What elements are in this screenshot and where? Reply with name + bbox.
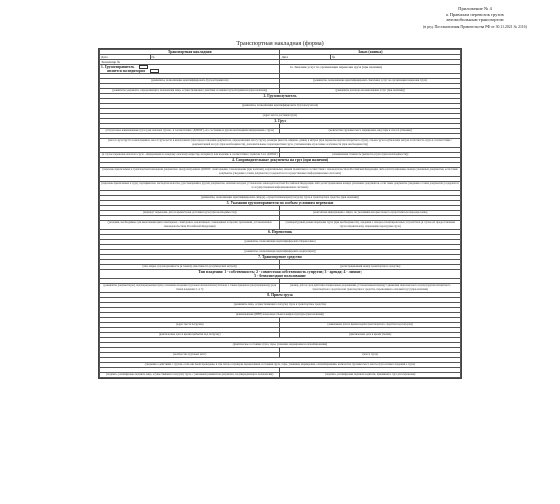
actual-arrival-caption: (фактические дата и время прибытия под погрузку)	[100, 333, 280, 338]
shipper-authority-caption: (реквизиты документа, определяющего полномочия лица, осуществляющего действия от имени грузоотправителя (при наличии))	[100, 89, 280, 94]
order-title: Заказ (заявка)	[280, 50, 461, 55]
date-label: Дата	[100, 55, 151, 60]
ownership-line-2: 5 - безвозмездное пользование	[254, 274, 306, 279]
cargo-condition-caption: (фактическое состояние груза, тары, упаковки, маркировки и опломбирования)	[100, 343, 461, 348]
loading-person-caption: (реквизиты лица, осуществляющего погрузку груза в транспортное средство)	[100, 303, 461, 308]
cargo-section-title: 3. Груз	[100, 119, 461, 124]
attached-documents-caption: (перечень прилагаемых к транспортной накладной документов, предусмотренных ДОПОГ, санитарными, таможенными (при наличии), карантинными, иными правилами в соответствии с законодательством Российской Федерации, либо регистрационные номера указанных документов, если такие документы (сведения о таких документах) содержатся в государственных информационных системах)	[100, 168, 461, 177]
form-table	[99, 49, 461, 378]
redirect-contacts-caption: (контактная информация о лицах, по указаниям которых может осуществляться переадресовка)	[280, 211, 461, 216]
certificates-caption: (перечень прилагаемых к грузу сертификатов, паспортов качества, удостоверений и других документов, наличие которых установлено законодательством Российской Федерации, либо регистрационные номера указанных документов, если такие документы (сведения о таких документах) содержатся в государственных информационных системах)	[101, 182, 459, 190]
requirements-caption: (указания, необходимые для выполнения фитосанитарных, санитарных, карантинных, таможенных и прочих требований, установленных законодательством Российской Федерации)	[100, 221, 280, 230]
vehicle-reg-caption: (регистрационный номер транспортного средства)	[280, 265, 461, 270]
customer-caption: (реквизиты, позволяющие идентифицировать Заказчика услуг по организации перевозки груза)	[280, 79, 461, 84]
dangerous-cargo-caption: (в случае перевозки опасного груза - информация по каждому опасному веществу, материалу или изделию в соответствии с пунктом 5.4.1 ДОПОГ)	[100, 153, 280, 158]
ownership-line-1: Тип владения: 1 - собственность; 2 - совместная собственность супругов; 3 - аренда; 4 - лизинг;	[198, 270, 362, 275]
copy-number-label: Экземпляр №	[100, 60, 280, 65]
declared-arrival-caption: (заявленные дата и время подачи транспортного средства под погрузку)	[280, 323, 461, 328]
actual-departure-caption: (фактические дата и время убытия)	[280, 333, 461, 338]
accepted-mass-caption: (масса груза)	[280, 353, 461, 358]
customer-section	[280, 65, 461, 74]
number-label: №	[150, 55, 280, 60]
accepted-places-caption: (количество грузовых мест)	[100, 353, 280, 358]
waybill-form	[98, 48, 462, 379]
cargo-name-caption: (отгрузочное наименование груза (для опасных грузов - в соответствии с ДОПОГ), его состояние и другая необходимая информация о грузе)	[100, 129, 280, 134]
service-contract-caption: (реквизиты договора на выполнение услуг (при наличии))	[280, 89, 461, 94]
shipper-section-title	[100, 65, 280, 74]
order-number-label: №	[331, 55, 461, 60]
cargo-mass-caption: (масса груза брутто в килограммах, масса груза нетто в килограммах (при предоставлении документов, определяющих массу груза), размеры (высота, ширина, длина) в метрах (при перевозке крупногабаритного груза), объем груза в кубических метрах и плотность груза в соответствии с документацией на груз (при необходимости), дополнительные характеристики груза, учитывающие отраслевые особенности (при необходимости))	[100, 139, 461, 148]
carrier-section-title: 6. Перевозчик	[100, 230, 461, 235]
vehicle-section-title: 7. Транспортное средство	[100, 255, 461, 260]
forwarder-label: является экспедитором	[107, 69, 145, 74]
header-line-rules: к Правилам перевозок грузов	[446, 11, 504, 17]
loader-caption: (реквизиты, позволяющие идентифицировать лицо(а), осуществляющее(их) погрузку груза в транспортное средство (при наличии))	[100, 196, 461, 201]
document-title: Транспортная накладная (форма)	[236, 40, 324, 47]
shipper-caption: (реквизиты, позволяющие идентифицировать Грузоотправителя)	[100, 79, 280, 84]
order-date-label: Дата	[280, 55, 331, 60]
driver-caption: (реквизиты, позволяющие идентифицировать водителя(ей))	[100, 250, 461, 255]
waybill-title: Транспортная накладная	[100, 50, 280, 55]
special-permits-caption: (номер, дата и срок действия специальных разрешений, установленный маршрут движения тяжеловесного и (или) крупногабаритного транспортного средства или транспортного средства, перевозящего опасный груз) (при наличии)	[280, 284, 461, 293]
customer-title: 1а. Заказчик услуг по организации перевозки груза (при наличии)	[289, 65, 383, 69]
forwarder-label-row	[101, 69, 278, 73]
header-line-edition: (в ред. Постановления Правительства РФ от 30.11.2021 № 2116)	[423, 24, 527, 29]
route-caption: (маршрут перевозки, дата и время/сроки доставки груза (при необходимости))	[100, 211, 280, 216]
carrier-caption: (реквизиты, позволяющие идентифицировать Перевозчика)	[100, 240, 461, 245]
temperature-caption: (температурный режим перевозки груза (при необходимости), сведения о запорно-пломбировочных устройствах (в случае их предоставления грузоотправителем), запрещение перегрузки груза)	[280, 221, 461, 230]
loading-address-caption: (адрес места погрузки)	[100, 323, 280, 328]
ownership-types	[100, 270, 461, 279]
delivery-address-caption: (адрес места доставки груза)	[100, 114, 461, 119]
header-line-appendix: Приложение № 4	[458, 6, 492, 11]
instructions-section-title: 5. Указания грузоотправителя по особым условиям перевозки	[100, 201, 461, 206]
loader-signature-caption: (подпись, расшифровка подписи лица, осуществившего погрузку груза, с указанием реквизитов документа, подтверждающего полномочия)	[100, 373, 280, 378]
infrastructure-owner-caption: (наименование (ИНН) владельца объекта инфраструктуры (при наличии))	[100, 313, 461, 318]
ownership-docs-caption: (реквизиты документа(ов), подтверждающего(их) основание владения грузовым автомобилем (тягачом, а также прицепом (полуприцепом)) (для типов владения 3, 4, 5)	[100, 284, 280, 293]
documents-section-title: 4. Сопроводительные документы на груз (при наличии)	[100, 158, 461, 163]
consignee-caption: (реквизиты, позволяющие идентифицировать Грузополучателя)	[100, 104, 461, 109]
document-header	[400, 6, 550, 30]
acceptance-section-title: 8. Прием груза	[100, 293, 461, 298]
consignee-section-title: 2. Грузополучатель	[100, 94, 461, 99]
vehicle-type-caption: (тип, марка, грузоподъемность (в тоннах), вместимость (в кубических метрах))	[100, 265, 280, 270]
driver-signature-caption: (подпись, расшифровка подписи водителя, принявшего груз для перевозки)	[280, 373, 461, 378]
cargo-places-caption: (количество грузовых мест, маркировка, вид тары и способ упаковки)	[280, 129, 461, 134]
cargo-actions-caption: (сведения о действиях с грузом, если они были проведены, в том числе о проверке перевозчиком состояния груза, тары, упаковки, маркировки, опломбирования, количества грузовых мест, массы груза и иных сведений о грузе)	[100, 363, 461, 368]
declared-value-caption: (объявленная стоимость (ценность) груза (при необходимости))	[280, 153, 461, 158]
shipper-title: 1. Грузоотправитель	[101, 65, 135, 69]
forwarder-checkbox[interactable]	[150, 69, 159, 73]
header-line-transport: автомобильным транспортом	[446, 17, 504, 23]
